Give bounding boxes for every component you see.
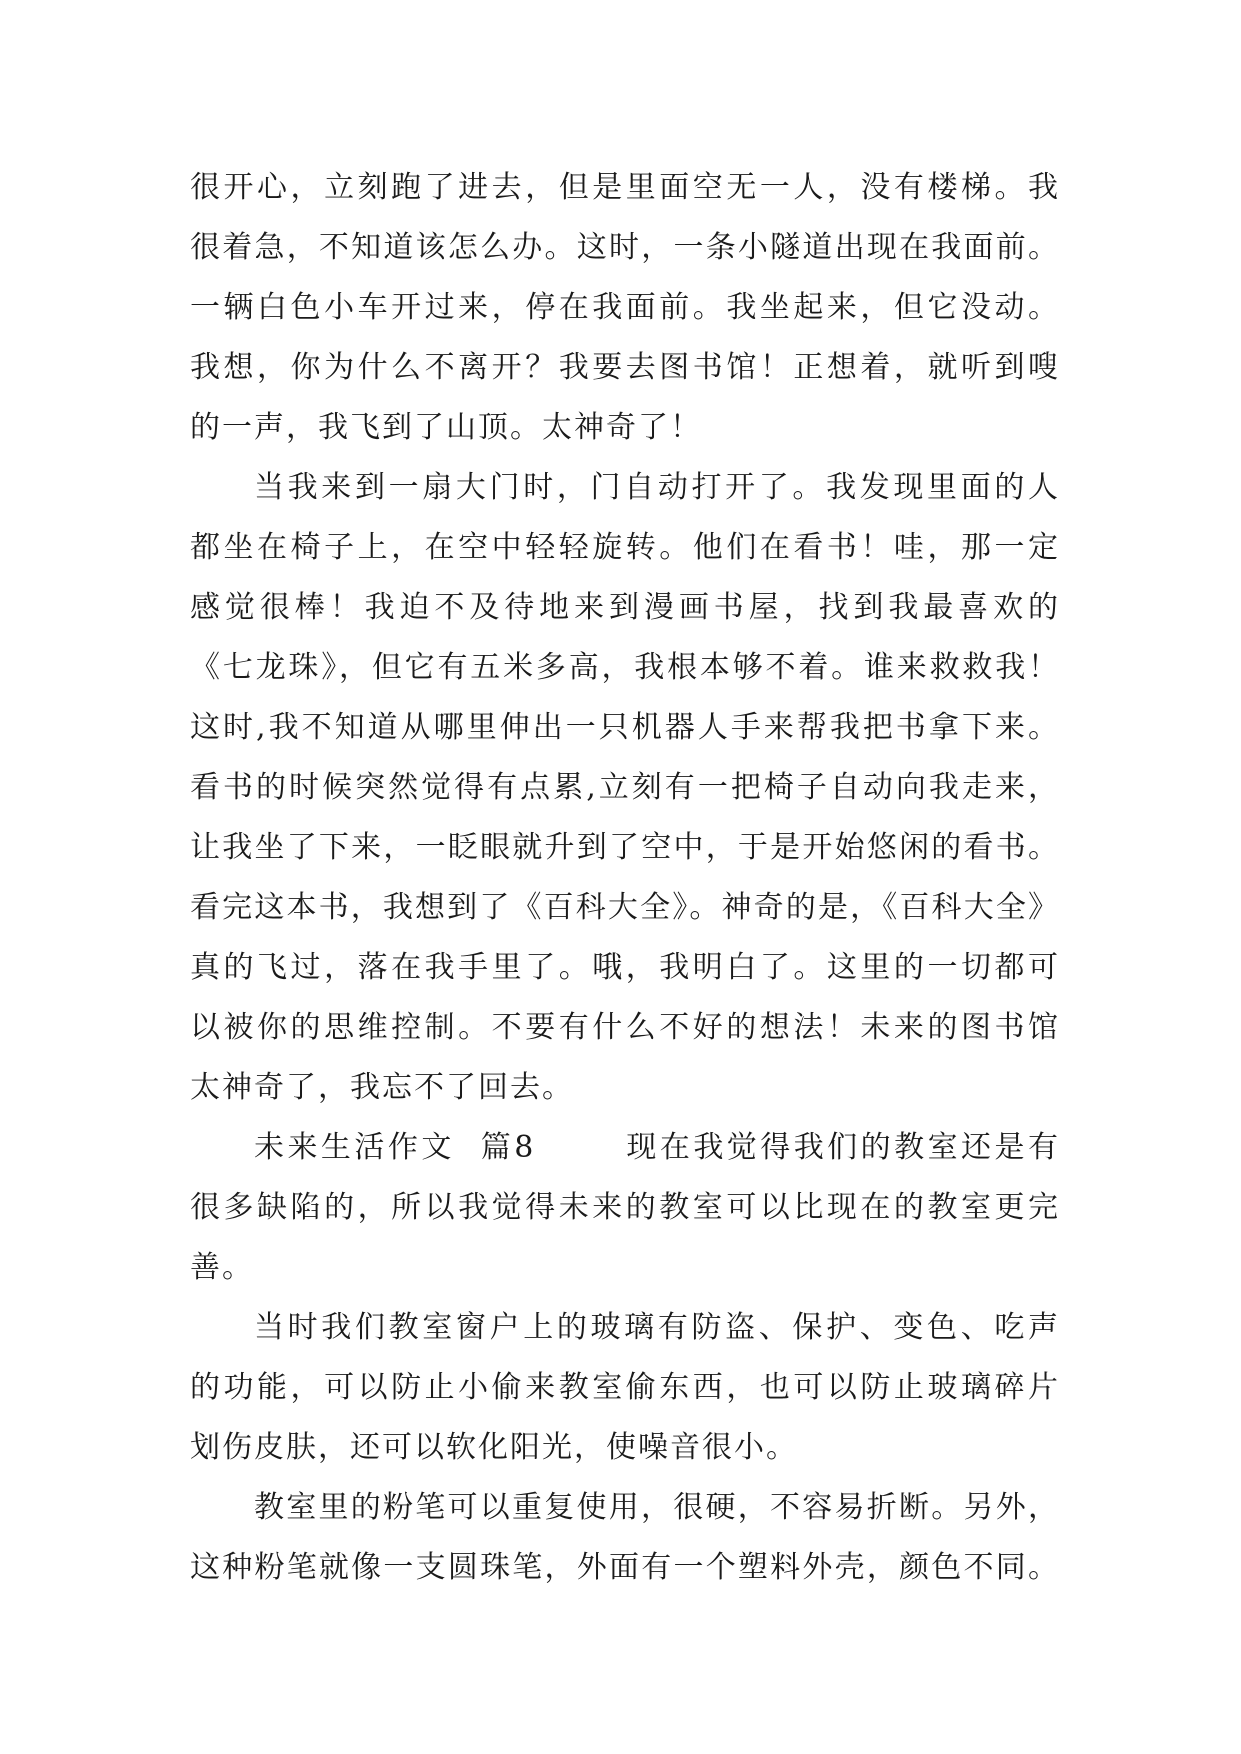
text-line: 看书的时候突然觉得有点累,立刻有一把椅子自动向我走来，: [190, 770, 1060, 805]
text-line: 这时,我不知道从哪里伸出一只机器人手来帮我把书拿下来。: [190, 710, 1060, 745]
text-line: 让我坐了下来，一眨眼就升到了空中，于是开始悠闲的看书。: [190, 830, 1060, 865]
text-line: 看完这本书，我想到了《百科大全》。神奇的是，《百科大全》: [190, 890, 1060, 925]
text-line: 当我来到一扇大门时，门自动打开了。我发现里面的人: [254, 470, 1060, 505]
text-line: 教室里的粉笔可以重复使用，很硬，不容易折断。另外，: [254, 1490, 1060, 1525]
text-line: 感觉很棒！我迫不及待地来到漫画书屋，找到我最喜欢的: [190, 590, 1060, 625]
text-line: 都坐在椅子上，在空中轻轻旋转。他们在看书！哇，那一定: [190, 530, 1060, 565]
text-line: 的功能，可以防止小偷来教室偷东西，也可以防止玻璃碎片: [190, 1370, 1060, 1405]
text-line: 很多缺陷的，所以我觉得未来的教室可以比现在的教室更完: [190, 1190, 1060, 1225]
text-line: 一辆白色小车开过来，停在我面前。我坐起来，但它没动。: [190, 290, 1060, 325]
text-line: 这种粉笔就像一支圆珠笔，外面有一个塑料外壳，颜色不同。: [190, 1550, 1060, 1585]
text-line: 《七龙珠》，但它有五米多高，我根本够不着。谁来救救我！: [190, 650, 1060, 685]
text-line: 以被你的思维控制。不要有什么不好的想法！未来的图书馆: [190, 1010, 1060, 1045]
text-line: 很开心，立刻跑了进去，但是里面空无一人，没有楼梯。我: [190, 170, 1060, 205]
body-text: [190, 158, 1060, 1598]
text-line: 的一声，我飞到了山顶。太神奇了！: [190, 410, 702, 445]
text-line: 真的飞过，落在我手里了。哦，我明白了。这里的一切都可: [190, 950, 1060, 985]
text-line: 划伤皮肤，还可以软化阳光，使噪音很小。: [190, 1430, 798, 1465]
text-line: 我想，你为什么不离开？我要去图书馆！正想着，就听到嗖: [190, 350, 1060, 385]
text-line: 太神奇了，我忘不了回去。: [190, 1070, 574, 1105]
text-line: 很着急，不知道该怎么办。这时，一条小隧道出现在我面前。: [190, 230, 1060, 265]
text-line: 当时我们教室窗户上的玻璃有防盗、保护、变色、吃声: [254, 1310, 1060, 1345]
text-line: 善。: [190, 1250, 254, 1285]
section-heading-line: 未来生活作文 篇8 现在我觉得我们的教室还是有: [254, 1130, 1060, 1165]
